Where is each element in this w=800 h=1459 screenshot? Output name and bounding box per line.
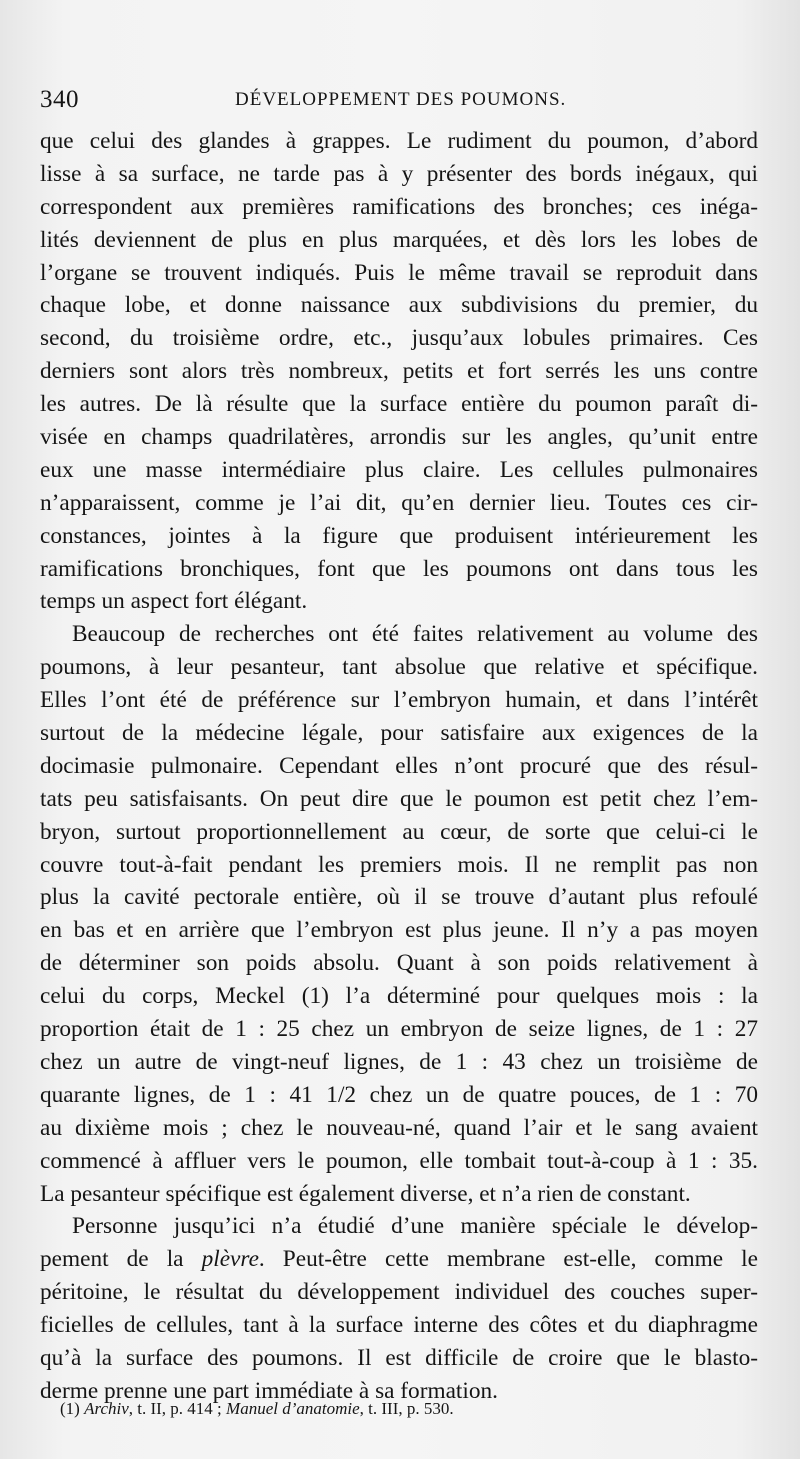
text-line: commencé à affluer vers le poumon, elle tombait tout-à-coup à 1 : 35.	[40, 1147, 758, 1174]
body-text	[40, 125, 758, 1408]
page-number: 340	[40, 86, 79, 113]
text-line: l’organe se trouvent indiqués. Puis le même travail se reproduit dans	[40, 259, 758, 286]
text-line: couvre tout-à-fait pendant les premiers mois. Il ne remplit pas non	[40, 851, 758, 878]
text-line: chaque lobe, et donne naissance aux subdivisions du premier, du	[40, 292, 758, 319]
footnote-reference: , t. III, p. 530.	[359, 1399, 454, 1418]
text-line: poumons, à leur pesanteur, tant absolue que relative et spécifique.	[40, 654, 758, 681]
text-line: péritoine, le résultat du développement individuel des couches super-	[40, 1279, 758, 1306]
text-line: Personne jusqu’ici n’a étudié d’une manière spéciale le dévelop-	[72, 1213, 758, 1240]
text-line: les autres. De là résulte que la surface entière du poumon paraît di-	[40, 391, 758, 418]
italic-term: plèvre	[201, 1246, 259, 1273]
text-line: celui du corps, Meckel (1) l’a déterminé pour quelques mois : la	[40, 983, 758, 1010]
footnote-source: Manuel d’anatomie	[226, 1399, 360, 1418]
text-line: tats peu satisfaisants. On peut dire que le poumon est petit chez l’em-	[40, 785, 758, 812]
footnote	[60, 1399, 454, 1419]
text-line: eux une masse intermédiaire plus claire. Les cellules pulmonaires	[40, 456, 758, 483]
text-line: qu’à la surface des poumons. Il est difficile de croire que le blasto-	[40, 1344, 758, 1371]
paragraph-2	[40, 618, 758, 1210]
footnote-reference: , t. II, p. 414 ;	[128, 1399, 222, 1418]
text-line: docimasie pulmonaire. Cependant elles n’ont procuré que des résul-	[40, 752, 758, 779]
text-line: ficielles de cellules, tant à la surface interne des côtes et du diaphragme	[40, 1312, 758, 1339]
text-line: Elles l’ont été de préférence sur l’embryon humain, et dans l’intérêt	[40, 687, 758, 714]
running-head: DÉVELOPPEMENT DES POUMONS.	[235, 89, 567, 110]
text-line: temps un aspect fort élégant.	[40, 588, 308, 615]
text-line: derme prenne une part immédiate à sa formation.	[40, 1377, 498, 1404]
text-line: constances, jointes à la figure que produisent intérieurement les	[40, 522, 758, 549]
footnote-source: Archiv	[84, 1399, 129, 1418]
text-line: correspondent aux premières ramifications des bronches; ces inéga-	[40, 193, 758, 220]
text-line: en bas et en arrière que l’embryon est plus jeune. Il n’y a pas moyen	[40, 917, 758, 944]
text-line: ramifications bronchiques, font que les poumons ont dans tous les	[40, 555, 758, 582]
text-line: n’apparaissent, comme je l’ai dit, qu’en dernier lieu. Toutes ces cir-	[40, 489, 758, 516]
text-line: au dixième mois ; chez le nouveau-né, quand l’air et le sang avaient	[40, 1114, 758, 1141]
footnote-marker: (1)	[60, 1399, 80, 1418]
paragraph-3	[40, 1210, 758, 1407]
text-line: lisse à sa surface, ne tarde pas à y présenter des bords inégaux, qui	[40, 160, 758, 187]
text-line: second, du troisième ordre, etc., jusqu’aux lobules primaires. Ces	[40, 325, 758, 352]
text-line: plus la cavité pectorale entière, où il se trouve d’autant plus refoulé	[40, 884, 758, 911]
page-header	[40, 86, 762, 120]
text-line: bryon, surtout proportionnellement au cœur, de sorte que celui-ci le	[40, 818, 758, 845]
text-line: quarante lignes, de 1 : 41 1/2 chez un de quatre pouces, de 1 : 70	[40, 1081, 758, 1108]
text-line: chez un autre de vingt-neuf lignes, de 1 : 43 chez un troisième de	[40, 1048, 758, 1075]
text-line: lités deviennent de plus en plus marquées, et dès lors les lobes de	[40, 226, 758, 253]
text-line: derniers sont alors très nombreux, petits et fort serrés les uns contre	[40, 358, 758, 385]
text-line: visée en champs quadrilatères, arrondis sur les angles, qu’unit entre	[40, 424, 758, 451]
text-line: surtout de la médecine légale, pour satisfaire aux exigences de la	[40, 720, 758, 747]
paragraph-1	[40, 125, 758, 618]
text-line: Beaucoup de recherches ont été faites relativement au volume des	[72, 621, 758, 648]
text-line: proportion était de 1 : 25 chez un embryon de seize lignes, de 1 : 27	[40, 1016, 758, 1043]
text-line: que celui des glandes à grappes. Le rudiment du poumon, d’abord	[40, 128, 758, 154]
text-line: de déterminer son poids absolu. Quant à son poids relativement à	[40, 950, 758, 977]
text-line: pement de la plèvre. Peut-être cette membrane est-elle, comme le	[40, 1246, 758, 1273]
text-line: La pesanteur spécifique est également diverse, et n’a rien de constant.	[40, 1180, 691, 1207]
